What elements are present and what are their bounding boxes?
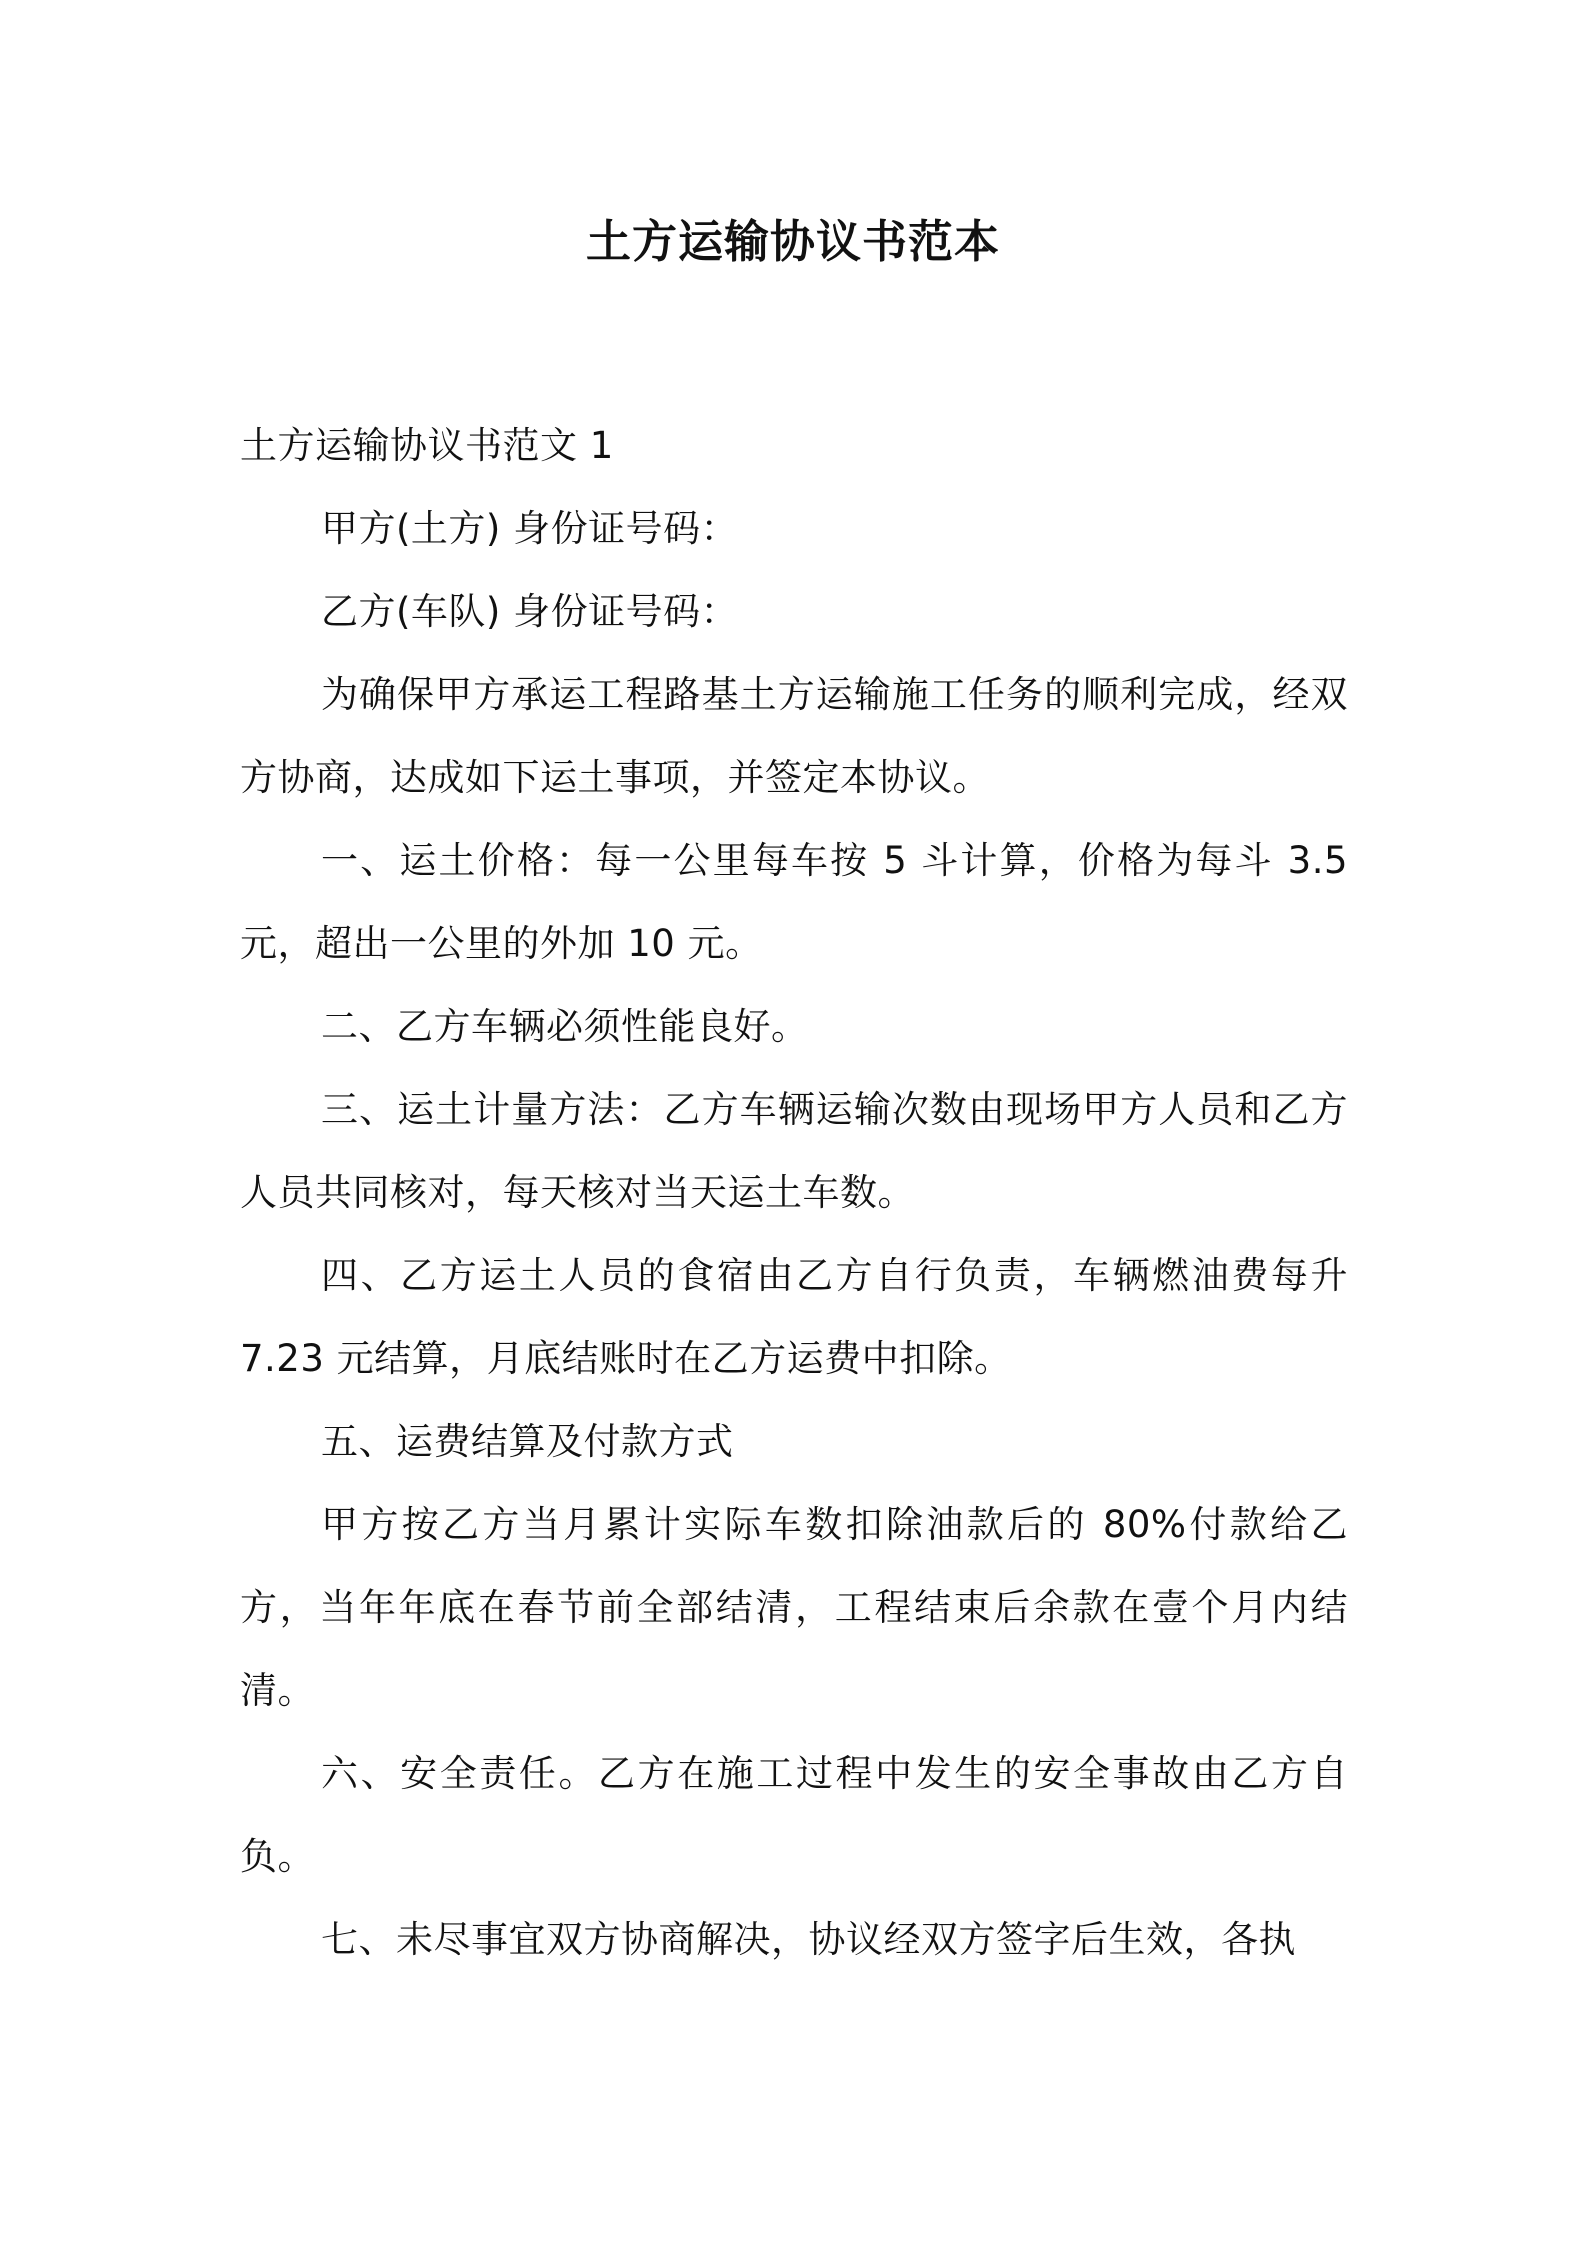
intro-paragraph: 为确保甲方承运工程路基土方运输施工任务的顺利完成，经双方协商，达成如下运土事项，并签定本协议。: [240, 673, 1348, 799]
clause-7: 七、未尽事宜双方协商解决，协议经双方签字后生效，各执: [321, 1918, 1296, 1961]
clause-5-detail: 甲方按乙方当月累计实际车数扣除油款后的 80%付款给乙方，当年年底在春节前全部结清，工程结束后余款在壹个月内结清。: [240, 1503, 1348, 1712]
clause-1: 一、运土价格：每一公里每车按 5 斗计算，价格为每斗 3.5 元，超出一公里的外加 10 元。: [240, 839, 1348, 965]
clause-2: 二、乙方车辆必须性能良好。: [321, 1005, 809, 1048]
clause-6: 六、安全责任。乙方在施工过程中发生的安全事故由乙方自负。: [240, 1752, 1348, 1878]
document-body: [240, 404, 1348, 1981]
clause-4: 四、乙方运土人员的食宿由乙方自行负责，车辆燃油费每升 7.23 元结算，月底结账时在乙方运费中扣除。: [240, 1254, 1348, 1380]
clause-5: 五、运费结算及付款方式: [321, 1420, 734, 1463]
party-b-line: 乙方(车队) 身份证号码：: [321, 590, 739, 633]
section-heading: 土方运输协议书范文 1: [240, 424, 614, 467]
clause-3: 三、运土计量方法：乙方车辆运输次数由现场甲方人员和乙方人员共同核对，每天核对当天运土车数。: [240, 1088, 1348, 1214]
party-a-line: 甲方(土方) 身份证号码：: [321, 507, 739, 550]
document-title: 土方运输协议书范本: [585, 215, 1000, 268]
